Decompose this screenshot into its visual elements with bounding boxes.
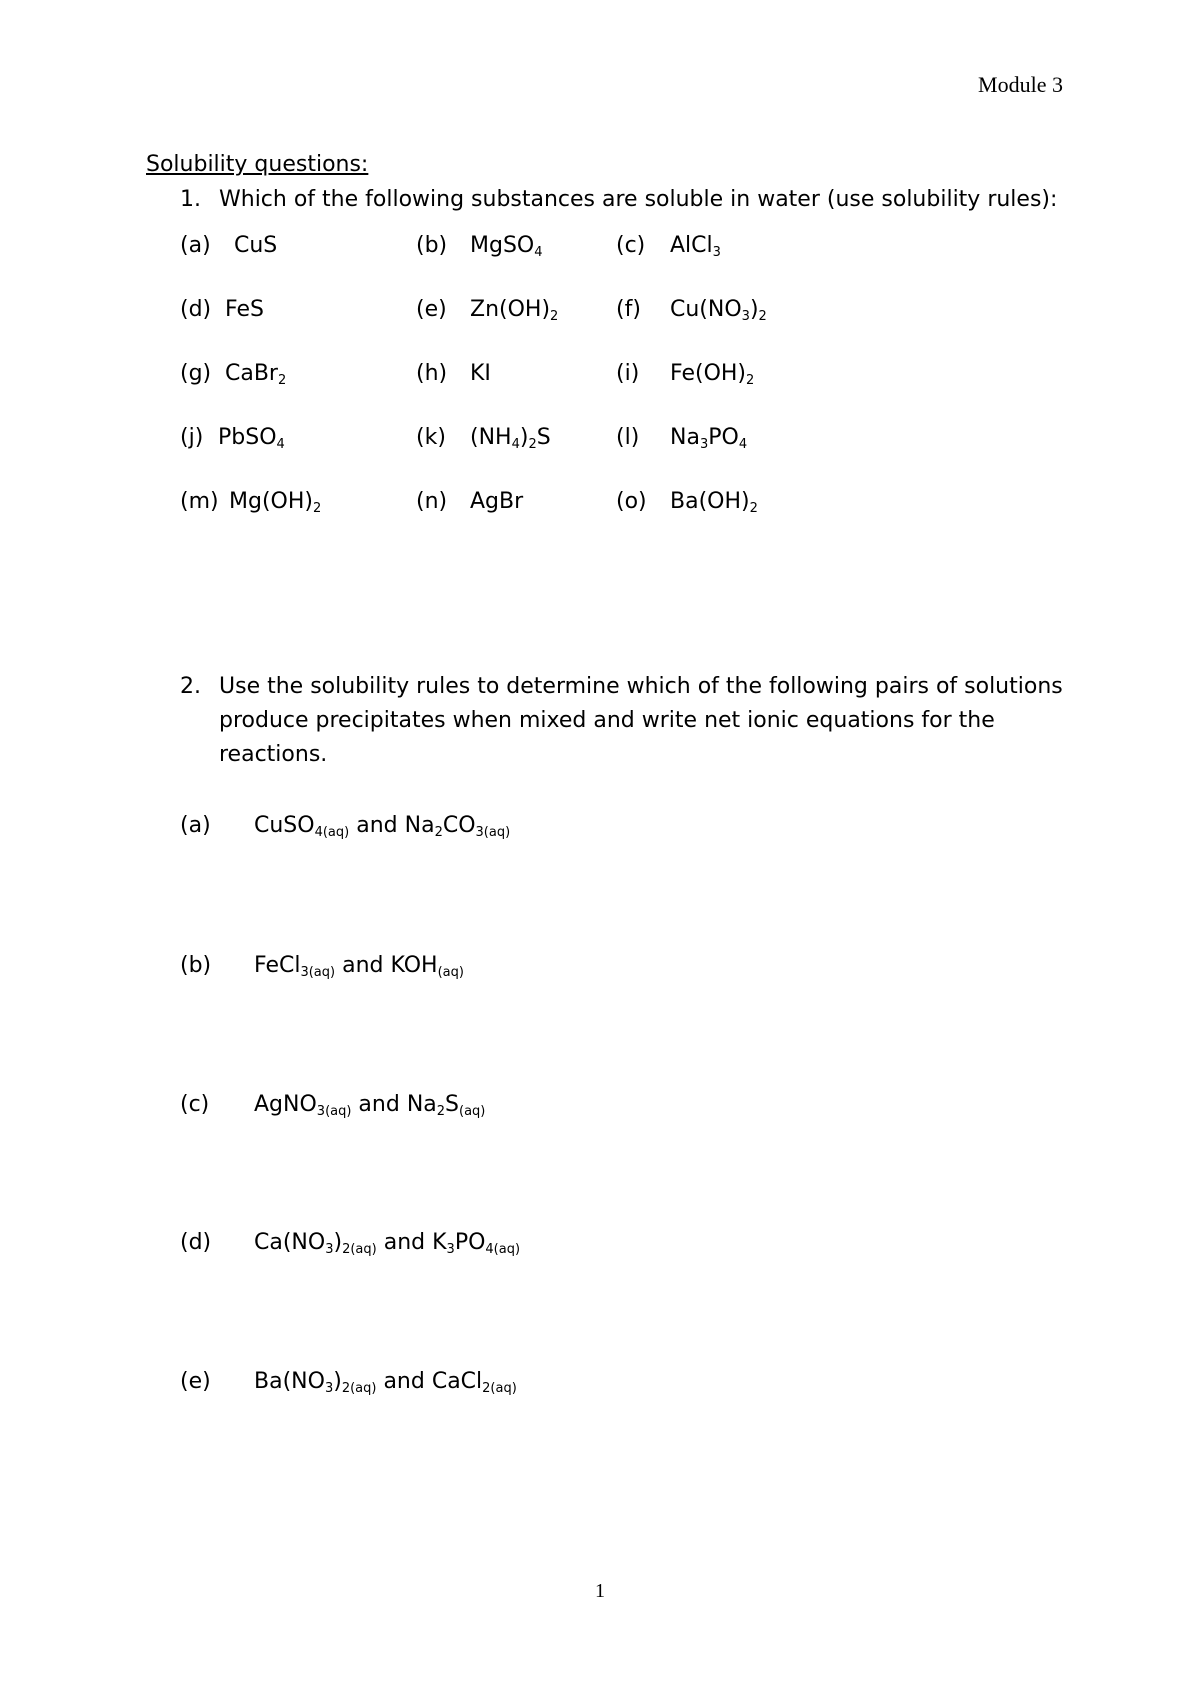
- formula-text: and CaCl: [376, 1369, 483, 1394]
- item-label: (g): [180, 361, 212, 386]
- formula-subscript: 3: [446, 1242, 455, 1257]
- question-2-text: Use the solubility rules to determine which of the following pairs of solutions produce precipitates when mixed and write net ionic equations for the reactions.: [219, 674, 1063, 767]
- item-formula: [229, 489, 321, 514]
- formula-text: and Na: [349, 813, 435, 838]
- item-formula: [470, 361, 491, 386]
- item-label: (b): [416, 233, 448, 258]
- formula-subscript: 2: [277, 373, 287, 388]
- pair-formula: [254, 1230, 520, 1255]
- formula-subscript: 2(aq): [342, 1242, 377, 1257]
- formula-subscript: 4: [511, 437, 520, 452]
- item-label: (m): [180, 489, 219, 514]
- formula-text: Ca(NO: [254, 1230, 326, 1255]
- item-formula: [225, 361, 286, 386]
- item-label: (h): [416, 361, 448, 386]
- formula-text: ): [749, 297, 759, 322]
- formula-subscript: 3: [325, 1242, 334, 1257]
- formula-text: MgSO: [470, 233, 535, 258]
- item-formula: [670, 297, 767, 322]
- formula-text: CaBr: [225, 361, 278, 386]
- formula-subscript: 4(aq): [314, 825, 350, 840]
- formula-text: FeCl: [254, 953, 301, 978]
- formula-text: S: [445, 1092, 460, 1117]
- section-heading: Solubility questions:: [146, 152, 369, 177]
- formula-text: and Na: [351, 1092, 437, 1117]
- question-1-number: 1.: [180, 187, 201, 212]
- formula-text: Mg(OH): [229, 489, 313, 514]
- formula-subscript: 3: [712, 245, 721, 260]
- formula-text: S: [536, 425, 551, 450]
- formula-text: Fe(OH): [670, 361, 747, 386]
- formula-text: PbSO: [218, 425, 277, 450]
- formula-subscript: 4: [738, 437, 748, 452]
- formula-text: ): [333, 1230, 343, 1255]
- formula-subscript: 2: [550, 309, 559, 324]
- item-label: (j): [180, 425, 204, 450]
- pair-formula: [254, 953, 464, 978]
- formula-text: CuS: [234, 233, 278, 258]
- item-label: (e): [416, 297, 447, 322]
- formula-text: PO: [708, 425, 739, 450]
- item-formula: [225, 297, 264, 322]
- question-1: [180, 183, 1080, 217]
- pair-formula: [254, 1092, 485, 1117]
- formula-text: (NH: [470, 425, 512, 450]
- question-2-number: 2.: [180, 674, 201, 699]
- item-label: (l): [616, 425, 640, 450]
- item-label: (a): [180, 233, 211, 258]
- item-label: (c): [616, 233, 646, 258]
- item-formula: [670, 425, 747, 450]
- item-label: (f): [616, 297, 641, 322]
- formula-subscript: 4: [534, 245, 543, 260]
- formula-subscript: (aq): [459, 1104, 486, 1119]
- formula-subscript: 2: [746, 373, 755, 388]
- formula-subscript: 2: [749, 501, 758, 516]
- formula-text: AlCl: [670, 233, 713, 258]
- formula-text: FeS: [225, 297, 264, 322]
- page-number: 1: [595, 1580, 605, 1602]
- formula-subscript: 2(aq): [482, 1381, 517, 1396]
- formula-text: and KOH: [335, 953, 438, 978]
- formula-subscript: 2: [436, 1104, 446, 1119]
- formula-subscript: 4(aq): [485, 1242, 521, 1257]
- item-label: (n): [416, 489, 448, 514]
- item-formula: [670, 361, 754, 386]
- item-formula: [470, 489, 523, 514]
- item-formula: [670, 489, 758, 514]
- item-formula: [670, 233, 721, 258]
- formula-subscript: 3: [741, 309, 750, 324]
- item-label: (d): [180, 297, 212, 322]
- formula-subscript: 2: [528, 437, 537, 452]
- item-formula: [470, 297, 558, 322]
- formula-subscript: 3(aq): [475, 825, 511, 840]
- pair-label: (a): [180, 813, 211, 838]
- formula-text: KI: [470, 361, 491, 386]
- question-1-text: Which of the following substances are soluble in water (use solubility rules):: [219, 187, 1058, 212]
- item-label: (o): [616, 489, 647, 514]
- item-formula: [470, 425, 551, 450]
- formula-subscript: 2(aq): [341, 1381, 377, 1396]
- formula-text: AgNO: [254, 1092, 317, 1117]
- pair-formula: [254, 813, 510, 838]
- formula-text: Zn(OH): [470, 297, 551, 322]
- formula-subscript: 4: [276, 437, 285, 452]
- pair-formula: [254, 1369, 517, 1394]
- formula-text: ): [333, 1369, 342, 1394]
- pair-label: (b): [180, 953, 212, 978]
- item-formula: [234, 233, 277, 258]
- pair-label: (e): [180, 1369, 211, 1394]
- formula-subscript: 2: [758, 309, 767, 324]
- module-header: Module 3: [978, 72, 1063, 97]
- item-formula: [218, 425, 285, 450]
- formula-subscript: 3(aq): [300, 965, 336, 980]
- item-formula: [470, 233, 543, 258]
- formula-text: AgBr: [470, 489, 524, 514]
- formula-subscript: 2: [434, 825, 443, 840]
- formula-text: CO: [442, 813, 476, 838]
- formula-text: Ba(OH): [670, 489, 750, 514]
- formula-text: Ba(NO: [254, 1369, 325, 1394]
- formula-text: PO: [454, 1230, 486, 1255]
- item-label: (i): [616, 361, 640, 386]
- formula-subscript: 3(aq): [316, 1104, 352, 1119]
- formula-subscript: 3: [324, 1381, 334, 1396]
- formula-text: Na: [670, 425, 700, 450]
- pair-label: (d): [180, 1230, 212, 1255]
- formula-text: and K: [376, 1230, 447, 1255]
- formula-text: ): [519, 425, 529, 450]
- formula-text: CuSO: [254, 813, 315, 838]
- formula-subscript: 3: [699, 437, 709, 452]
- formula-subscript: (aq): [437, 965, 464, 980]
- pair-label: (c): [180, 1092, 210, 1117]
- question-2: [180, 670, 1080, 772]
- formula-text: Cu(NO: [670, 297, 742, 322]
- item-label: (k): [416, 425, 446, 450]
- formula-subscript: 2: [312, 501, 322, 516]
